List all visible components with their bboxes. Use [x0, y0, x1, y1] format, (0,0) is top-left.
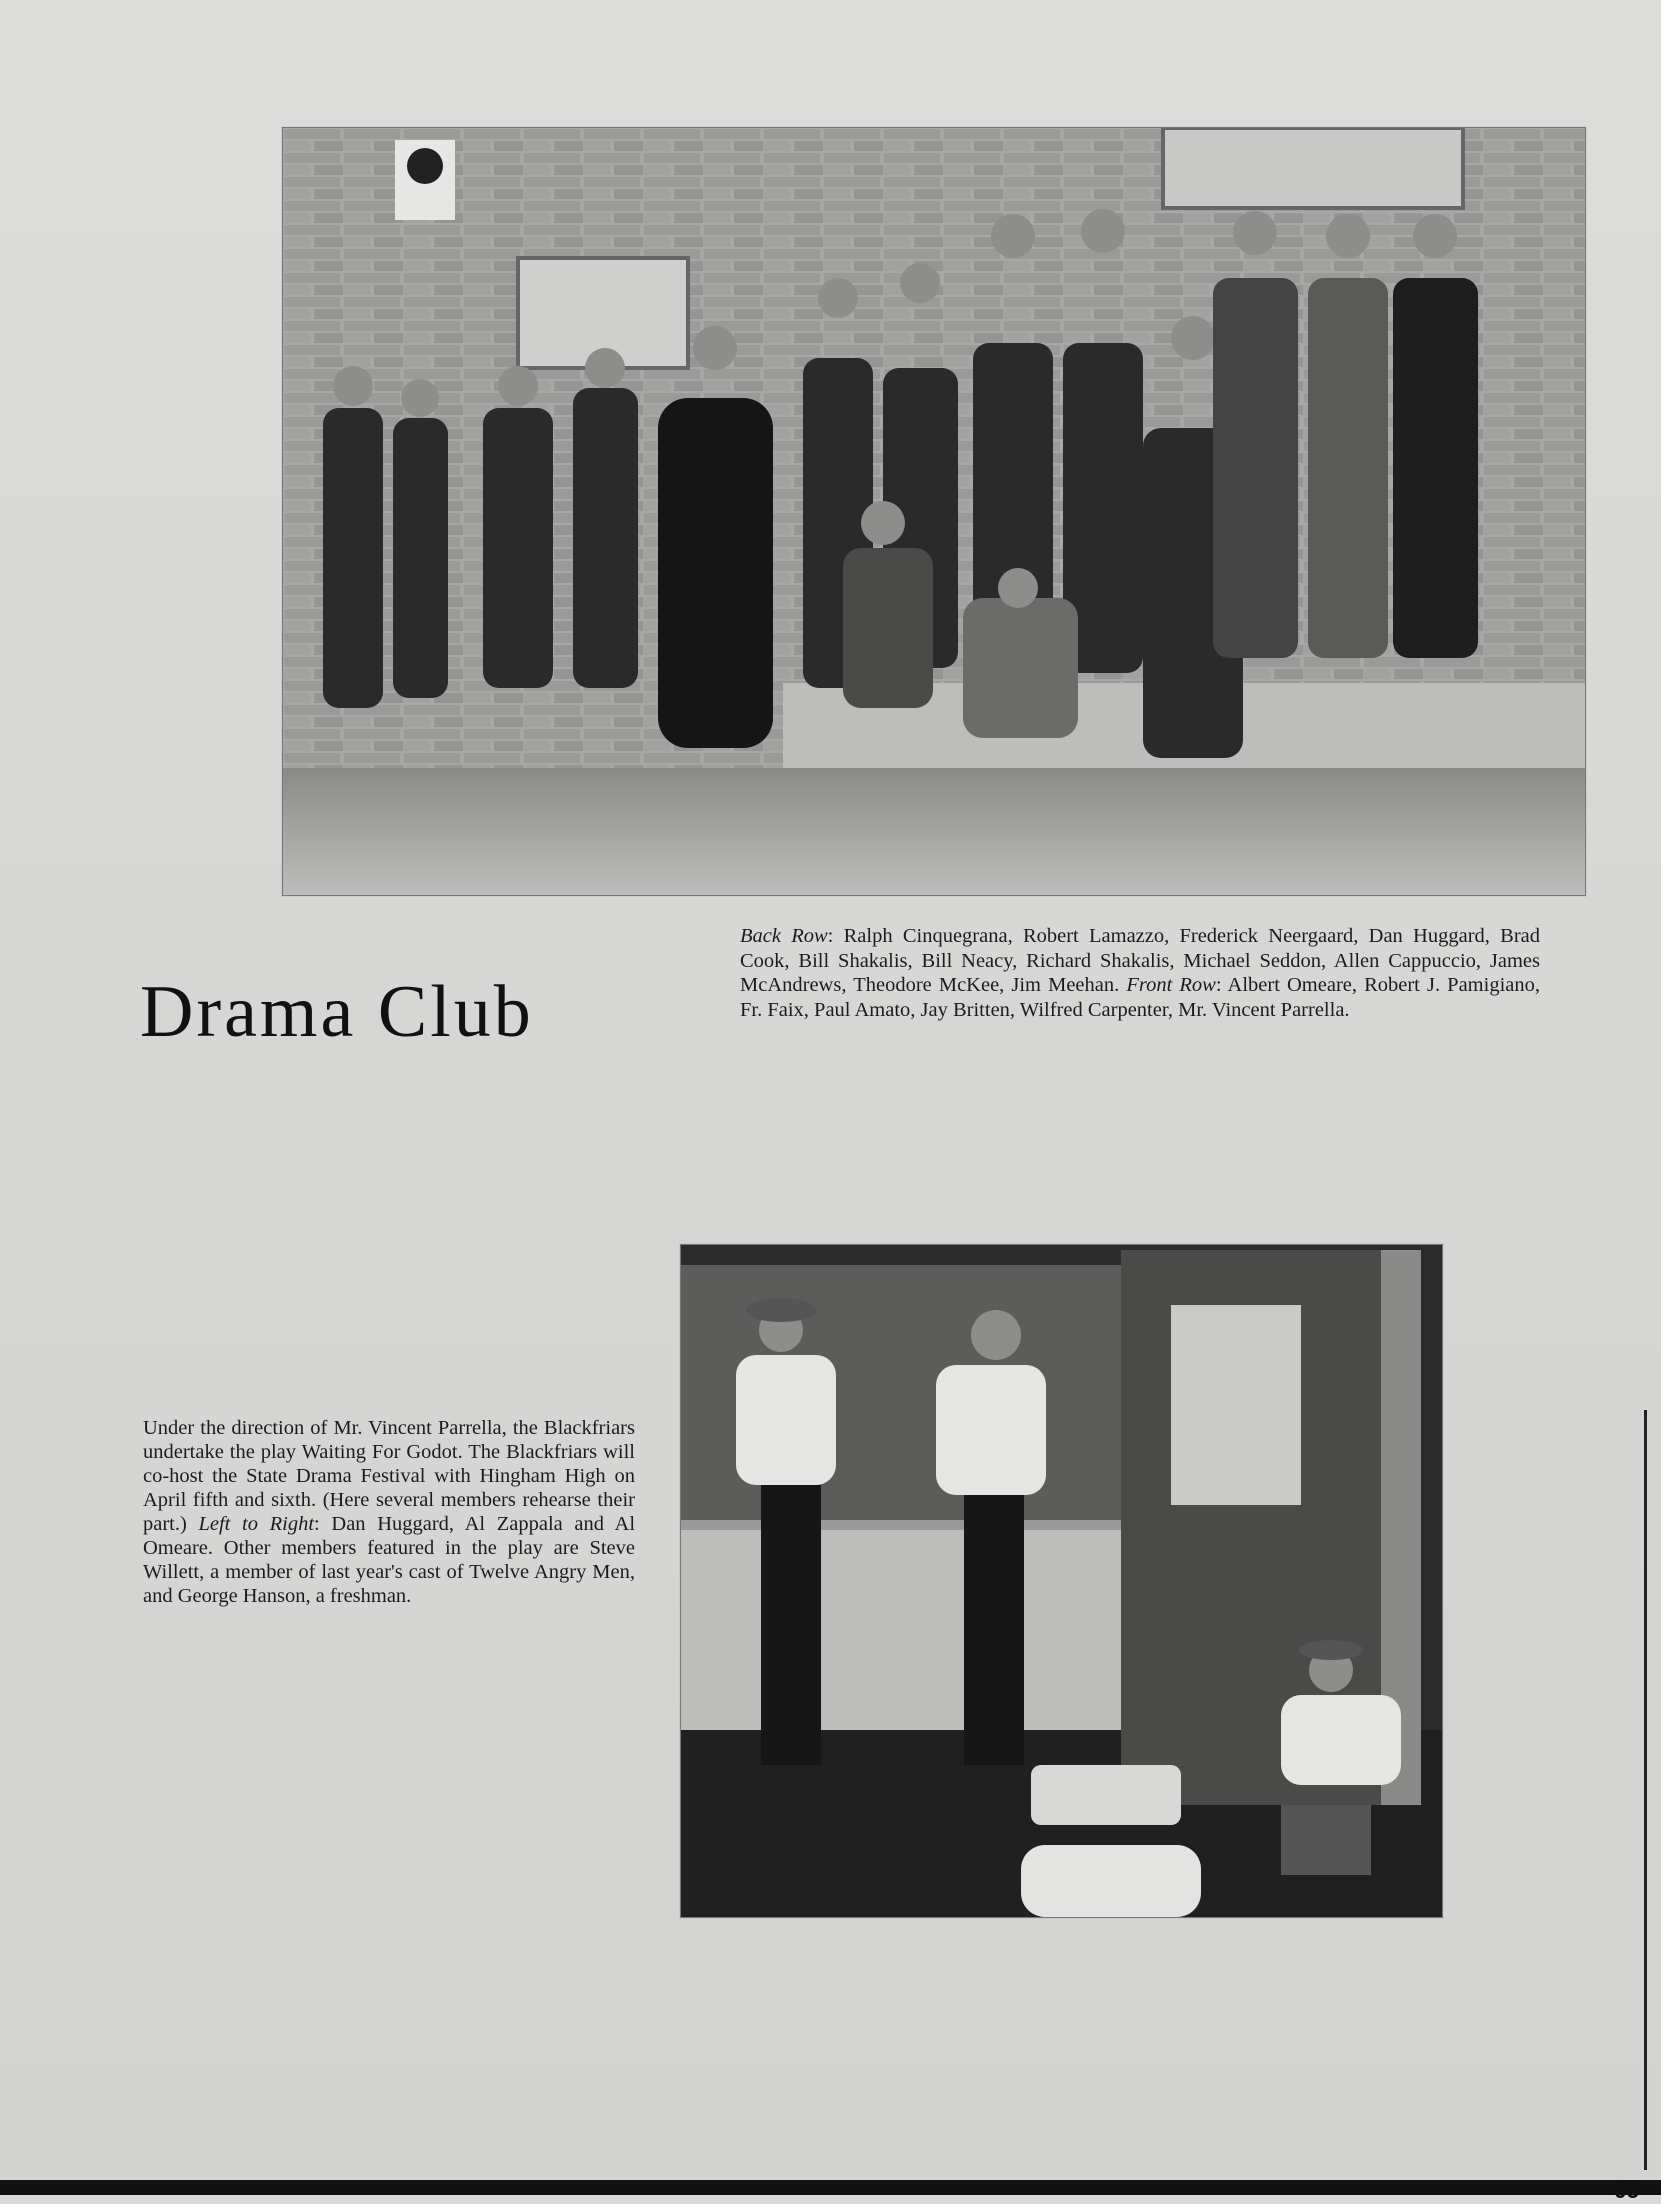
description-text-1: Under the direction of Mr. Vincent Parrella, the Blackfriars undertake the play Waiting For Godot. The Blackfriars will co-host the State Drama Festival with Hingham High on April fifth and sixth. (Here several members rehearse their part.) — [143, 1417, 635, 1535]
group-photo-caption — [740, 924, 1540, 1022]
front-row-names: : Albert Omeare, Robert J. Pamigiano, Fr. Faix, Paul Amato, Jay Britten, Wilfred Carpenter, Mr. Vincent Parrella. — [740, 974, 1540, 1021]
bottom-bar — [0, 2180, 1661, 2195]
rehearsal-photo — [680, 1244, 1443, 1918]
page-edge-mark — [1644, 1410, 1647, 2170]
rehearsal-description — [143, 1416, 635, 1608]
back-row-names: : Ralph Cinquegrana, Robert Lamazzo, Frederick Neergaard, Dan Huggard, Brad Cook, Bill Shakalis, Bill Neacy, Richard Shakalis, Michael Seddon, Allen Cappuccio, James McAndrews, Theodore McKee, Jim Meehan. — [740, 925, 1540, 996]
left-to-right-label: Left to Right — [198, 1513, 315, 1535]
page-title: Drama Club — [140, 971, 534, 1053]
page-number: 95 — [1614, 2178, 1639, 2203]
description-text-2: : Dan Huggard, Al Zappala and Al Omeare. Other members featured in the play are Steve Willett, a member of last year's cast of Twelve Angry Men, and George Hanson, a freshman. — [143, 1513, 636, 1607]
group-photo — [282, 127, 1586, 896]
front-row-label: Front Row — [1126, 974, 1216, 996]
back-row-label: Back Row — [740, 925, 828, 947]
